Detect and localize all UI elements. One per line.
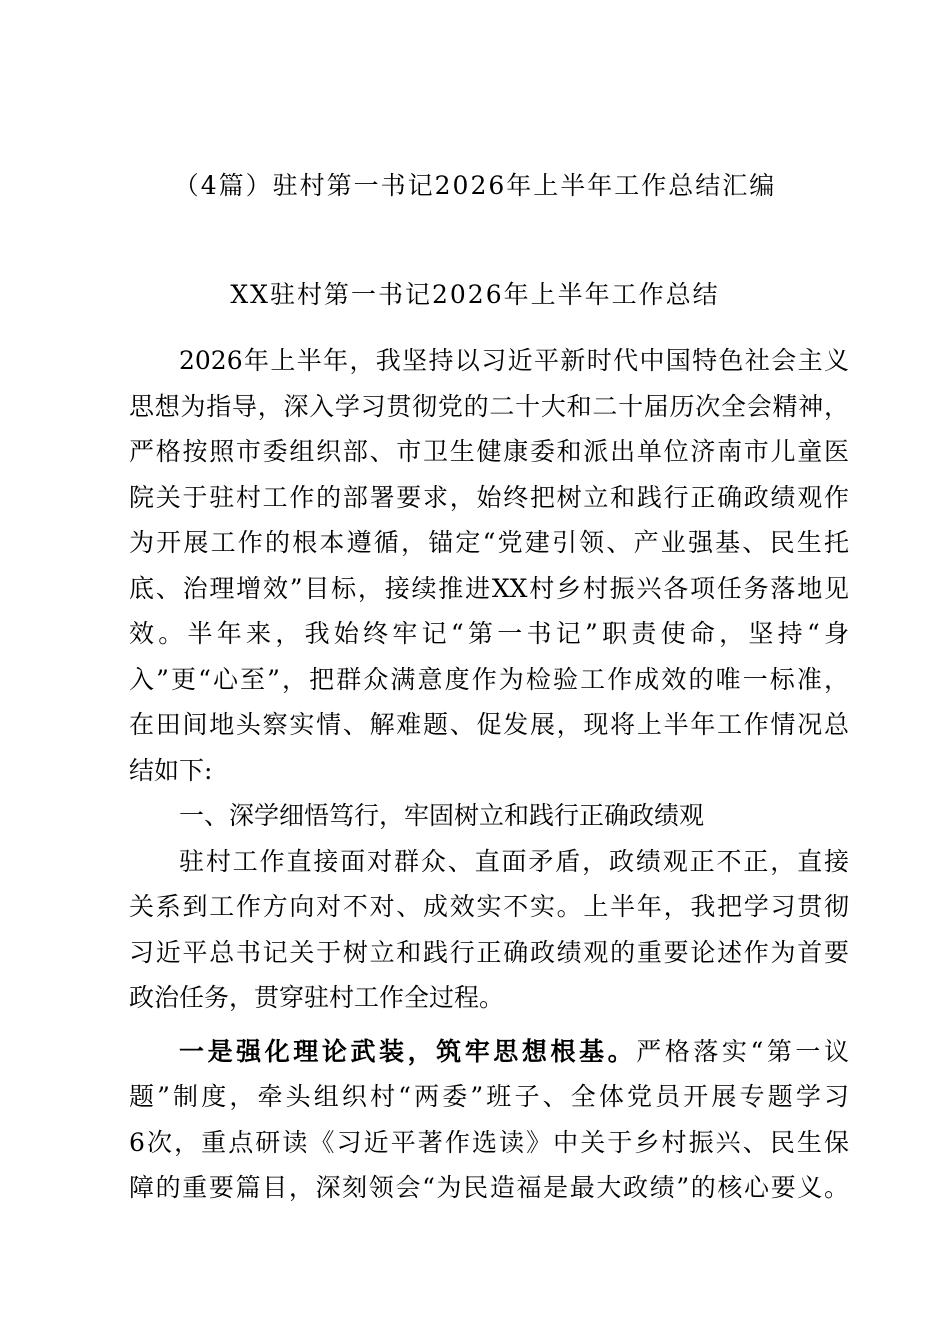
paragraph-line: 2026年上半年，我坚持以习近平新时代中国特色社会主义 bbox=[179, 346, 849, 375]
paragraph-text: 严格落实“第一议 bbox=[636, 1036, 849, 1066]
paragraph-line: 结如下: bbox=[129, 755, 213, 785]
paragraph-line: 底、治理增效”目标，接续推进XX村乡村振兴各项任务落地见 bbox=[129, 573, 849, 603]
document-title: （4篇）驻村第一书记2026年上半年工作总结汇编 bbox=[173, 171, 777, 200]
section-heading: 一、深学细悟笃行，牢固树立和践行正确政绩观 bbox=[179, 801, 705, 830]
paragraph-line: 6次，重点研读《习近平著作选读》中关于乡村振兴、民生保 bbox=[129, 1127, 849, 1157]
paragraph-line: 思想为指导，深入学习贯彻党的二十大和二十届历次全会精神， bbox=[129, 391, 849, 421]
paragraph-line: 障的重要篇目，深刻领会“为民造福是最大政绩”的核心要义。 bbox=[129, 1173, 849, 1202]
paragraph-line: 习近平总书记关于树立和践行正确政绩观的重要论述作为首要 bbox=[129, 937, 849, 967]
paragraph-line bbox=[129, 1029, 849, 1075]
paragraph-line: 为开展工作的根本遵循，锚定“党建引领、产业强基、民生托 bbox=[129, 528, 849, 557]
paragraph-line: 题”制度，牵头组织村“两委”班子、全体党员开展专题学习 bbox=[129, 1082, 849, 1111]
paragraph-line: 关系到工作方向对不对、成效实不实。上半年，我把学习贯彻 bbox=[129, 892, 849, 921]
document-subtitle: XX驻村第一书记2026年上半年工作总结 bbox=[230, 280, 720, 309]
paragraph-line: 政治任务，贯穿驻村工作全过程。 bbox=[129, 983, 505, 1012]
paragraph-gap bbox=[129, 1021, 849, 1029]
paragraph-line: 效。半年来，我始终牢记“第一书记”职责使命，坚持“身 bbox=[129, 619, 849, 648]
paragraph-line: 入”更“心至”，把群众满意度作为检验工作成效的唯一标准， bbox=[129, 664, 849, 694]
document-body bbox=[129, 338, 849, 1211]
paragraph-line: 院关于驻村工作的部署要求，始终把树立和践行正确政绩观作 bbox=[129, 482, 849, 512]
paragraph-line: 严格按照市委组织部、市卫生健康委和派出单位济南市儿童医 bbox=[129, 437, 849, 466]
paragraph-line: 在田间地头察实情、解难题、促发展，现将上半年工作情况总 bbox=[129, 710, 849, 739]
paragraph-line: 驻村工作直接面对群众、直面矛盾，政绩观正不正，直接 bbox=[179, 846, 849, 876]
bold-lead: 一是强化理论武装，筑牢思想根基。 bbox=[179, 1036, 637, 1066]
